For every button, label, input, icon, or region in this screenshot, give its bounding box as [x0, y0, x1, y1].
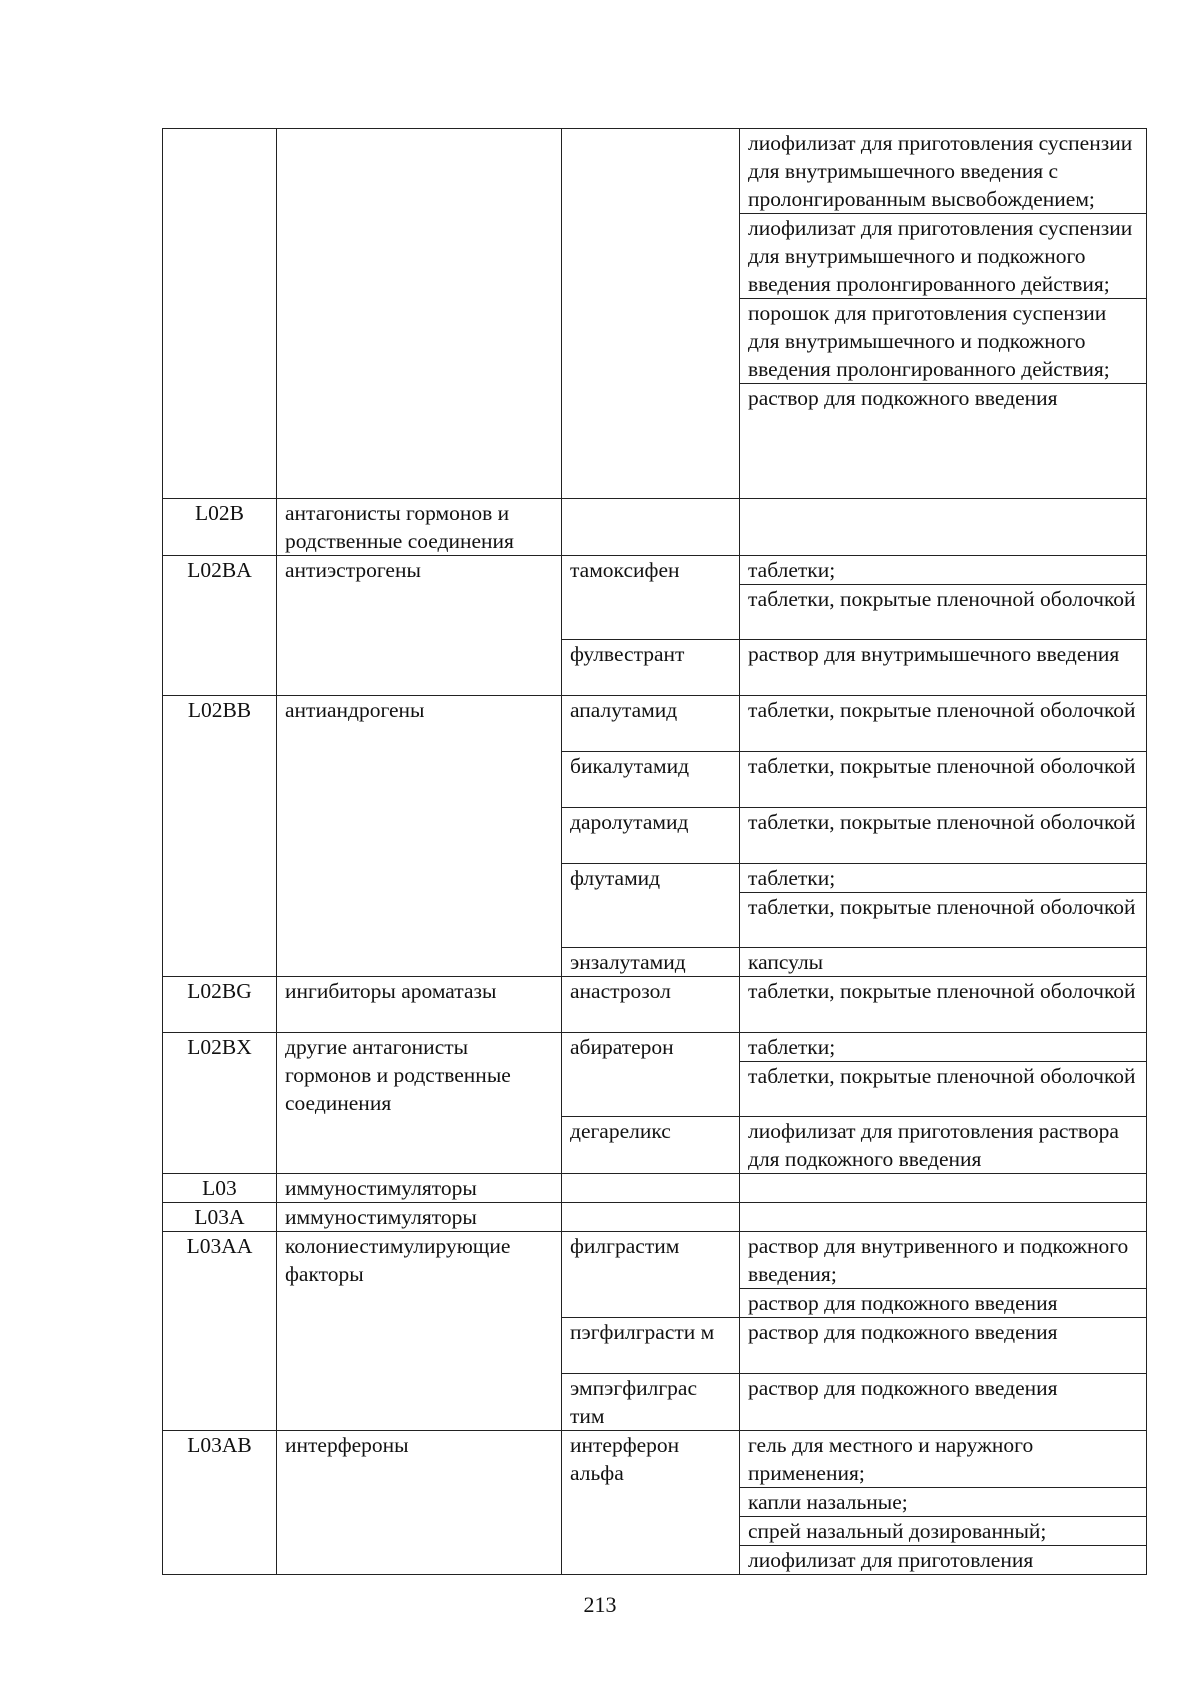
dosage-form: раствор для внутривенного и подкожного введения; [748, 1234, 1129, 1286]
group-name-cell: другие антагонисты гормонов и родственные соединения [277, 1033, 562, 1174]
dosage-forms-cell [740, 752, 1147, 808]
group-name-cell: колониестимулирующие факторы [277, 1232, 562, 1431]
atc-code-cell: L02BG [163, 977, 277, 1033]
dosage-form: таблетки; [748, 866, 836, 890]
table-row [163, 129, 1147, 499]
dosage-form: капсулы [748, 950, 824, 974]
table-row [163, 556, 1147, 640]
dosage-forms-cell [740, 1232, 1147, 1318]
drug-name-cell: даролутамид [562, 808, 740, 864]
drug-name-cell: энзалутамид [562, 948, 740, 977]
group-name-cell: иммуностимуляторы [277, 1174, 562, 1203]
dosage-form: раствор для подкожного введения [740, 383, 1146, 412]
dosage-forms-cell [740, 977, 1147, 1033]
dosage-forms-cell [740, 640, 1147, 696]
dosage-form: таблетки; [748, 558, 836, 582]
table-row [163, 696, 1147, 752]
drug-name-cell: эмпэгфилграс тим [562, 1374, 740, 1431]
atc-code-cell: L02B [163, 499, 277, 556]
dosage-forms-cell [740, 1318, 1147, 1374]
dosage-forms-cell [740, 1117, 1147, 1174]
drug-name-cell: апалутамид [562, 696, 740, 752]
drug-name-cell [562, 129, 740, 499]
atc-code-cell [163, 129, 277, 499]
drug-name-cell: бикалутамид [562, 752, 740, 808]
drug-name-cell [562, 1203, 740, 1232]
dosage-form: таблетки, покрытые пленочной оболочкой [740, 892, 1146, 921]
atc-code-cell: L02BA [163, 556, 277, 696]
table-row [163, 499, 1147, 556]
group-name-cell: антагонисты гормонов и родственные соединения [277, 499, 562, 556]
atc-code-cell: L03 [163, 1174, 277, 1203]
group-name-cell: ингибиторы ароматазы [277, 977, 562, 1033]
dosage-form: раствор для внутримышечного введения [748, 642, 1120, 666]
dosage-forms-cell [740, 1431, 1147, 1575]
atc-code-cell: L02BB [163, 696, 277, 977]
atc-code-cell: L02BX [163, 1033, 277, 1174]
dosage-form: лиофилизат для приготовления [740, 1545, 1146, 1574]
dosage-forms-cell [740, 1174, 1147, 1203]
atc-code-cell: L03AA [163, 1232, 277, 1431]
atc-code-cell: L03A [163, 1203, 277, 1232]
dosage-form: спрей назальный дозированный; [740, 1516, 1146, 1545]
table-row [163, 977, 1147, 1033]
drug-name-cell: анастрозол [562, 977, 740, 1033]
dosage-form: таблетки, покрытые пленочной оболочкой [748, 979, 1136, 1003]
dosage-form: порошок для приготовления суспензии для внутримышечного и подкожного введения пролонгированного действия; [740, 298, 1146, 383]
dosage-form: таблетки, покрытые пленочной оболочкой [748, 810, 1136, 834]
dosage-forms-cell [740, 1374, 1147, 1431]
drug-name-cell [562, 499, 740, 556]
dosage-forms-cell [740, 129, 1147, 499]
dosage-forms-cell [740, 808, 1147, 864]
group-name-cell: иммуностимуляторы [277, 1203, 562, 1232]
dosage-form: таблетки; [748, 1035, 836, 1059]
dosage-form: лиофилизат для приготовления суспензии для внутримышечного введения с пролонгированным высвобождением; [748, 131, 1133, 211]
table-row [163, 1203, 1147, 1232]
drug-name-cell: флутамид [562, 864, 740, 948]
dosage-forms-cell [740, 499, 1147, 556]
drug-name-cell: интерферон альфа [562, 1431, 740, 1575]
dosage-forms-cell [740, 556, 1147, 640]
drug-name-cell: дегареликс [562, 1117, 740, 1174]
table-row [163, 1232, 1147, 1318]
table-row [163, 1033, 1147, 1117]
drug-name-cell: филграстим [562, 1232, 740, 1318]
page-number: 213 [583, 1592, 617, 1617]
dosage-form: таблетки, покрытые пленочной оболочкой [748, 698, 1136, 722]
dosage-forms-cell [740, 1203, 1147, 1232]
drug-name-cell: абиратерон [562, 1033, 740, 1117]
dosage-forms-cell [740, 696, 1147, 752]
group-name-cell: антиэстрогены [277, 556, 562, 696]
dosage-form: таблетки, покрытые пленочной оболочкой [748, 754, 1136, 778]
dosage-forms-cell [740, 948, 1147, 977]
drug-classification-table [162, 128, 1147, 1575]
table-row [163, 1431, 1147, 1575]
group-name-cell: интерфероны [277, 1431, 562, 1575]
dosage-form: таблетки, покрытые пленочной оболочкой [740, 584, 1146, 613]
dosage-form: лиофилизат для приготовления суспензии для внутримышечного и подкожного введения пролонгированного действия; [740, 213, 1146, 298]
dosage-form: лиофилизат для приготовления раствора для подкожного введения [748, 1119, 1119, 1171]
dosage-form: гель для местного и наружного применения; [748, 1433, 1034, 1485]
dosage-form: раствор для подкожного введения [740, 1288, 1146, 1317]
drug-name-cell: пэгфилграсти м [562, 1318, 740, 1374]
atc-code-cell: L03AB [163, 1431, 277, 1575]
drug-name-cell: фулвестрант [562, 640, 740, 696]
dosage-form: капли назальные; [740, 1487, 1146, 1516]
group-name-cell [277, 129, 562, 499]
dosage-forms-cell [740, 1033, 1147, 1117]
dosage-form: раствор для подкожного введения [748, 1376, 1058, 1400]
drug-name-cell: тамоксифен [562, 556, 740, 640]
drug-name-cell [562, 1174, 740, 1203]
dosage-forms-cell [740, 864, 1147, 948]
group-name-cell: антиандрогены [277, 696, 562, 977]
dosage-form: раствор для подкожного введения [748, 1320, 1058, 1344]
dosage-form: таблетки, покрытые пленочной оболочкой [740, 1061, 1146, 1090]
table-row [163, 1174, 1147, 1203]
